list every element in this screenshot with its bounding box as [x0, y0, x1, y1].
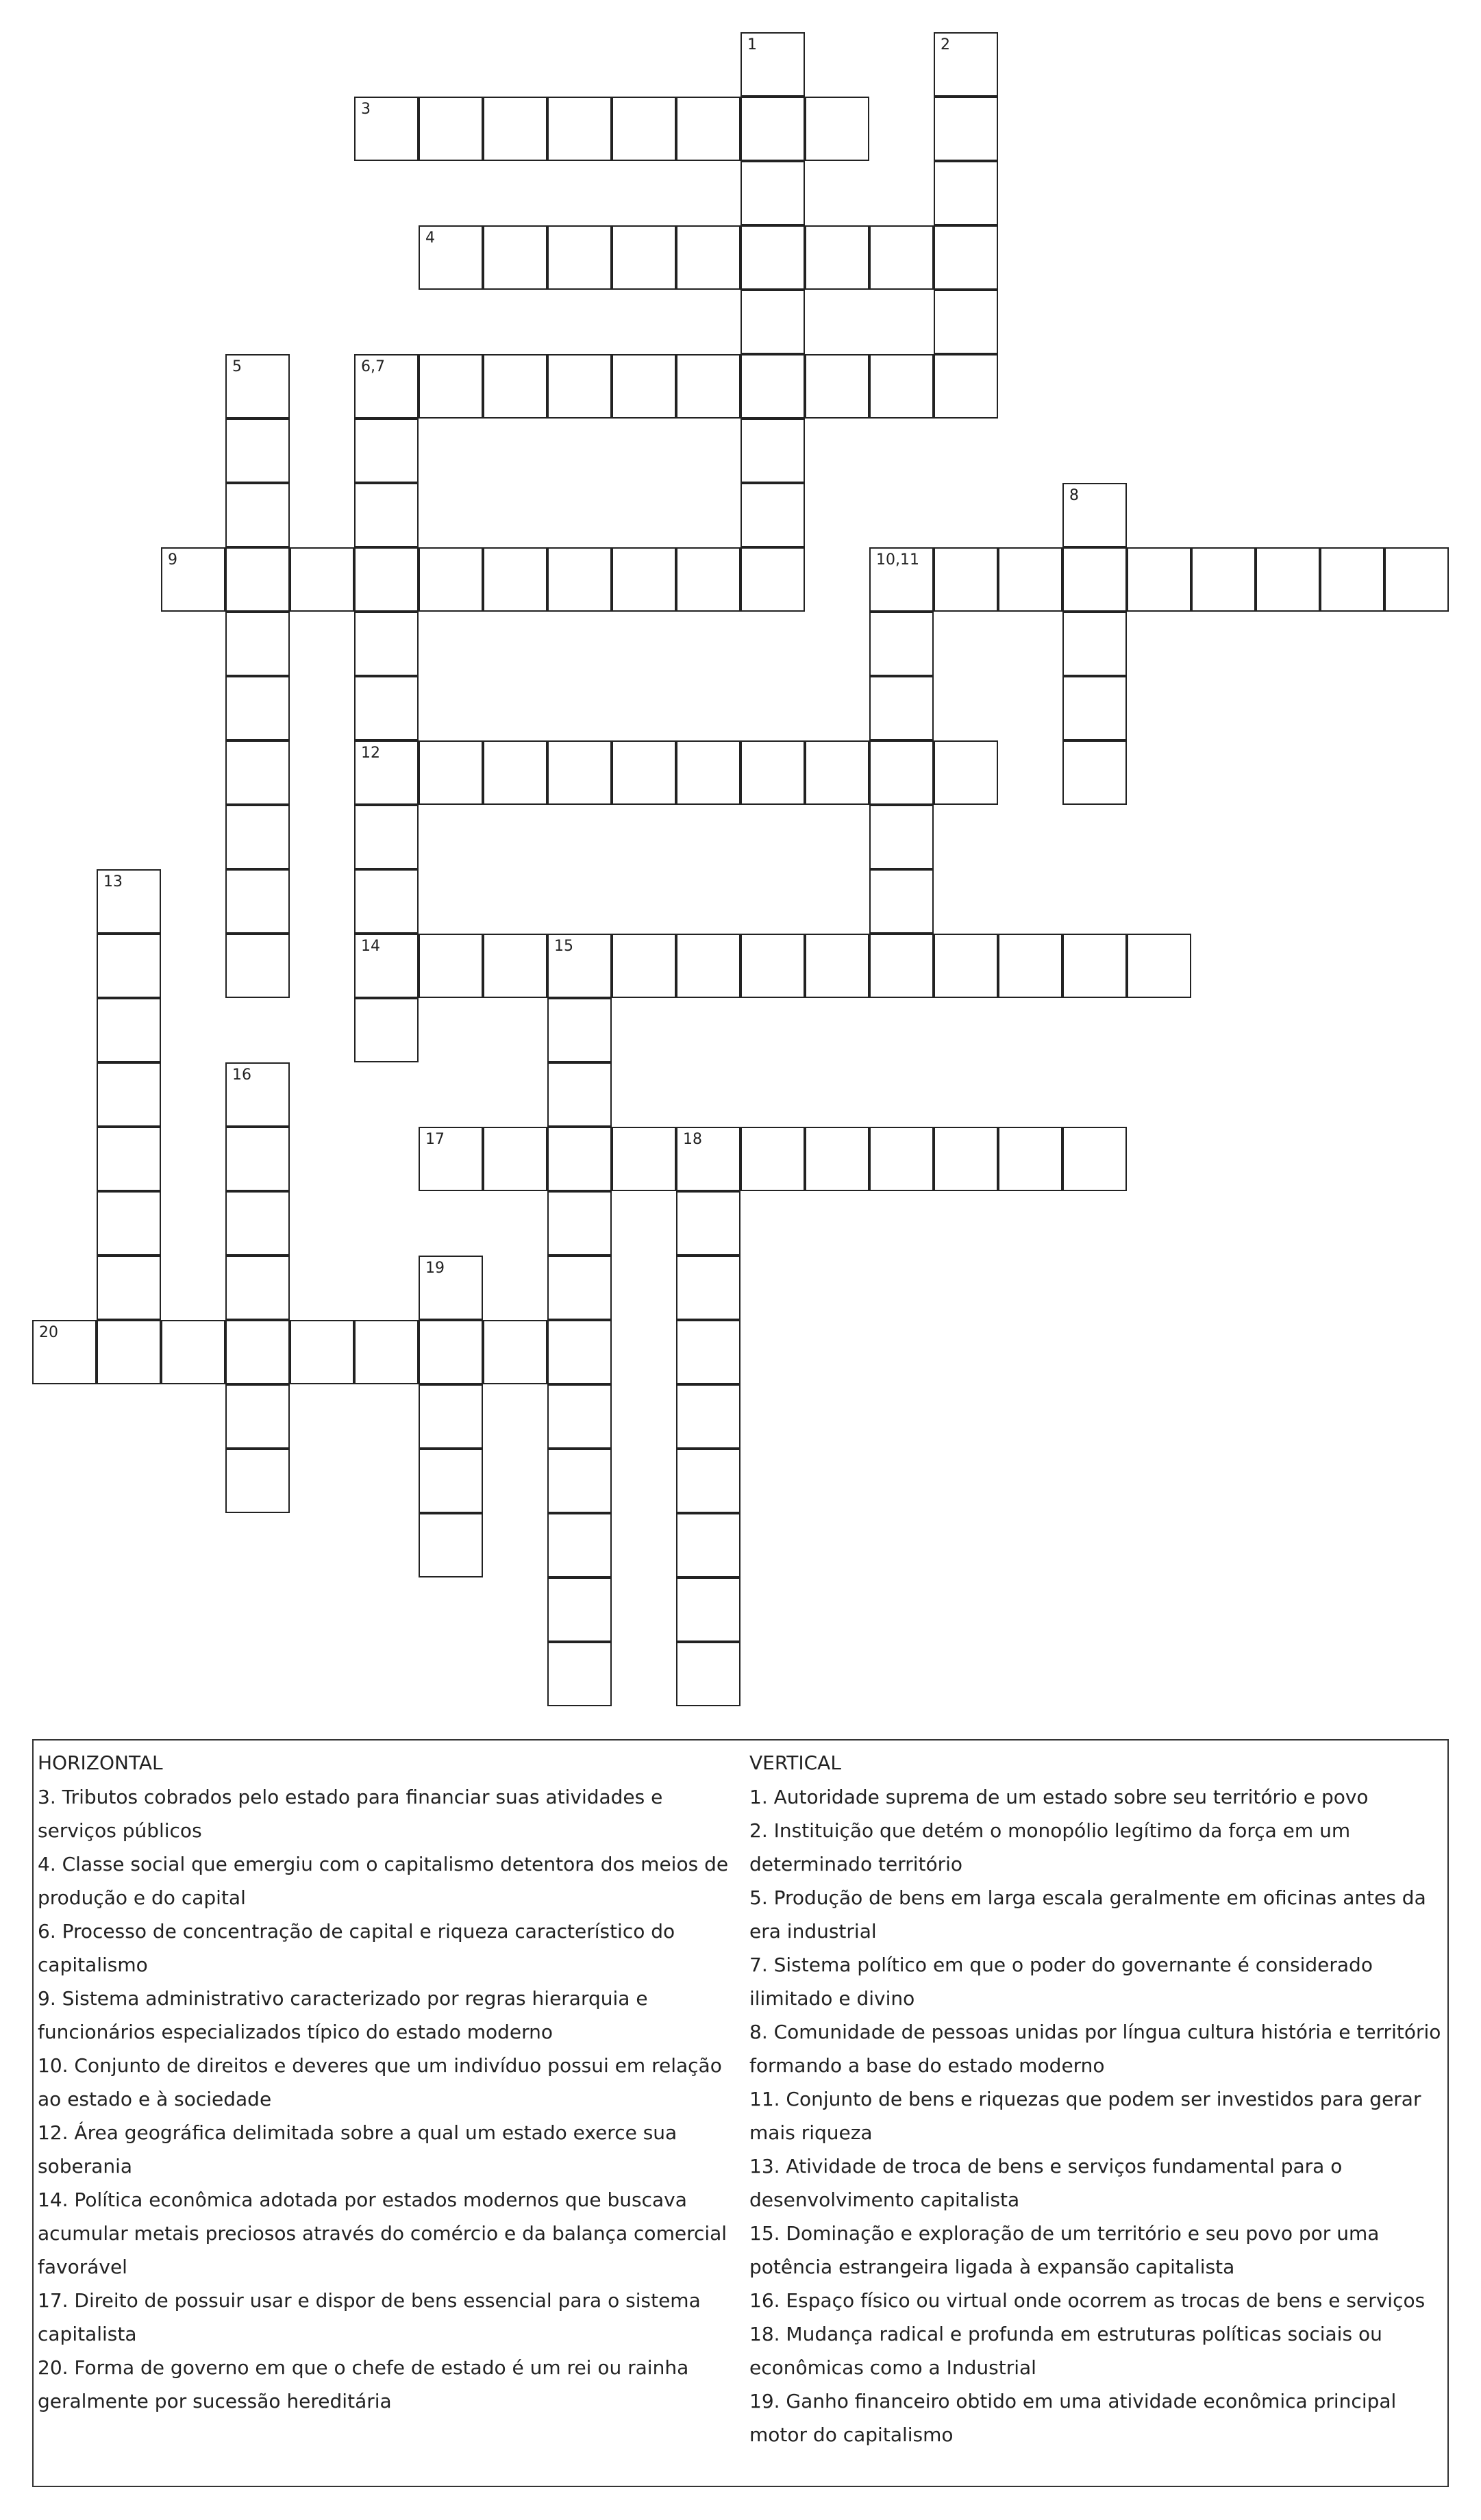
grid-cell[interactable]	[998, 547, 1062, 612]
grid-cell[interactable]	[869, 676, 934, 740]
grid-cell[interactable]	[676, 740, 740, 805]
clue-h-20: 20. Forma de governo em que o chefe de estado é um rei ou rainha geralmente por sucessão hereditária	[38, 2356, 689, 2412]
clue-number-67: 6,7	[361, 358, 385, 375]
grid-cell[interactable]	[419, 1384, 483, 1449]
grid-cell[interactable]	[419, 1320, 483, 1384]
clue-number-14: 14	[361, 938, 380, 955]
clue-v-13: 13. Atividade de troca de bens e serviços fundamental para o desenvolvimento capitalista	[749, 2155, 1343, 2211]
grid-cell[interactable]	[97, 934, 161, 998]
grid-cell[interactable]	[740, 161, 805, 225]
grid-cell[interactable]	[225, 1127, 290, 1191]
grid-cell[interactable]	[612, 740, 676, 805]
grid-cell[interactable]	[483, 547, 547, 612]
grid-cell[interactable]	[547, 1062, 612, 1127]
grid-cell[interactable]	[419, 1513, 483, 1577]
grid-cell[interactable]	[1062, 483, 1127, 547]
grid-cell[interactable]	[97, 1062, 161, 1127]
grid-cell[interactable]	[225, 419, 290, 483]
grid-cell[interactable]	[290, 1320, 354, 1384]
grid-cell[interactable]	[869, 934, 934, 998]
grid-cell[interactable]	[225, 1384, 290, 1449]
grid-cell[interactable]	[1062, 676, 1127, 740]
grid-cell[interactable]	[419, 225, 483, 290]
grid-cell[interactable]	[547, 934, 612, 998]
grid-cell[interactable]	[740, 290, 805, 354]
clue-h-14: 14. Política econômica adotada por estados modernos que buscava acumular metais preciosos através do comércio e da balança comercial favorável	[38, 2188, 727, 2278]
clue-number-3: 3	[361, 101, 371, 118]
vertical-clues-column	[749, 1746, 1445, 2452]
grid-cell[interactable]	[869, 740, 934, 805]
grid-cell[interactable]	[998, 934, 1062, 998]
clue-v-5: 5. Produção de bens em larga escala geralmente em oficinas antes da era industrial	[749, 1886, 1426, 1943]
grid-cell[interactable]	[483, 354, 547, 419]
clue-number-8: 8	[1069, 487, 1079, 504]
grid-cell[interactable]	[547, 740, 612, 805]
clue-number-18: 18	[683, 1131, 702, 1148]
grid-cell[interactable]	[354, 419, 419, 483]
grid-cell[interactable]	[547, 1577, 612, 1642]
grid-cell[interactable]	[225, 1256, 290, 1320]
grid-cell[interactable]	[354, 97, 419, 161]
grid-cell[interactable]	[998, 1127, 1062, 1191]
grid-cell[interactable]	[225, 1191, 290, 1256]
vertical-heading: VERTICAL	[749, 1751, 841, 1774]
grid-cell[interactable]	[1127, 547, 1191, 612]
grid-cell[interactable]	[419, 354, 483, 419]
grid-cell[interactable]	[740, 225, 805, 290]
grid-cell[interactable]	[805, 1127, 869, 1191]
grid-cell[interactable]	[354, 547, 419, 612]
grid-cell[interactable]	[483, 225, 547, 290]
grid-cell[interactable]	[419, 934, 483, 998]
grid-cell[interactable]	[547, 1513, 612, 1577]
grid-cell[interactable]	[612, 1127, 676, 1191]
grid-cell[interactable]	[547, 1127, 612, 1191]
grid-cell[interactable]	[612, 934, 676, 998]
grid-cell[interactable]	[97, 1127, 161, 1191]
grid-cell[interactable]	[483, 97, 547, 161]
grid-cell[interactable]	[354, 676, 419, 740]
grid-cell[interactable]	[97, 1191, 161, 1256]
grid-cell[interactable]	[676, 1513, 740, 1577]
grid-cell[interactable]	[1062, 934, 1127, 998]
grid-cell[interactable]	[97, 1256, 161, 1320]
clue-number-20: 20	[39, 1324, 58, 1341]
grid-cell[interactable]	[419, 1449, 483, 1513]
clue-v-2: 2. Instituição que detém o monopólio legítimo da força em um determinado território	[749, 1819, 1351, 1875]
grid-cell[interactable]	[97, 869, 161, 934]
grid-cell[interactable]	[354, 483, 419, 547]
clue-h-9: 9. Sistema administrativo caracterizado por regras hierarquia e funcionários especializados típico do estado moderno	[38, 1987, 648, 2043]
clue-number-12: 12	[361, 745, 380, 762]
grid-cell[interactable]	[740, 934, 805, 998]
grid-cell[interactable]	[419, 97, 483, 161]
grid-cell[interactable]	[1062, 547, 1127, 612]
grid-cell[interactable]	[547, 97, 612, 161]
grid-cell[interactable]	[676, 1449, 740, 1513]
grid-cell[interactable]	[547, 225, 612, 290]
horizontal-clues-column	[38, 1746, 736, 2418]
grid-cell[interactable]	[676, 225, 740, 290]
grid-cell[interactable]	[547, 1256, 612, 1320]
grid-cell[interactable]	[805, 934, 869, 998]
grid-cell[interactable]	[354, 869, 419, 934]
grid-cell[interactable]	[225, 354, 290, 419]
grid-cell[interactable]	[225, 934, 290, 998]
grid-cell[interactable]	[1127, 934, 1191, 998]
grid-cell[interactable]	[676, 354, 740, 419]
grid-cell[interactable]	[805, 97, 869, 161]
grid-cell[interactable]	[225, 1320, 290, 1384]
grid-cell[interactable]	[225, 612, 290, 676]
grid-cell[interactable]	[547, 1642, 612, 1706]
grid-cell[interactable]	[419, 1256, 483, 1320]
grid-cell[interactable]	[740, 740, 805, 805]
grid-cell[interactable]	[483, 1127, 547, 1191]
grid-cell[interactable]	[97, 1320, 161, 1384]
grid-cell[interactable]	[354, 1320, 419, 1384]
clue-v-1: 1. Autoridade suprema de um estado sobre seu território e povo	[749, 1786, 1369, 1808]
clue-h-10: 10. Conjunto de direitos e deveres que um indivíduo possui em relação ao estado e à sociedade	[38, 2054, 722, 2110]
grid-cell[interactable]	[934, 934, 998, 998]
grid-cell[interactable]	[740, 483, 805, 547]
grid-cell[interactable]	[354, 354, 419, 419]
clue-number-15: 15	[554, 938, 573, 955]
grid-cell[interactable]	[934, 547, 998, 612]
grid-cell[interactable]	[934, 225, 998, 290]
grid-cell[interactable]	[354, 740, 419, 805]
grid-cell[interactable]	[869, 805, 934, 869]
grid-cell[interactable]	[32, 1320, 97, 1384]
grid-cell[interactable]	[1256, 547, 1320, 612]
grid-cell[interactable]	[547, 1191, 612, 1256]
grid-cell[interactable]	[869, 225, 934, 290]
grid-cell[interactable]	[225, 740, 290, 805]
clue-v-15: 15. Dominação e exploração de um território e seu povo por uma potência estrangeira ligada à expansão capitalista	[749, 2222, 1380, 2278]
grid-cell[interactable]	[676, 1577, 740, 1642]
grid-cell[interactable]	[934, 97, 998, 161]
clue-number-19: 19	[425, 1260, 445, 1277]
clue-v-16: 16. Espaço físico ou virtual onde ocorrem as trocas de bens e serviços	[749, 2289, 1426, 2312]
grid-cell[interactable]	[1062, 740, 1127, 805]
grid-cell[interactable]	[419, 1127, 483, 1191]
grid-cell[interactable]	[676, 547, 740, 612]
grid-cell[interactable]	[740, 97, 805, 161]
clue-h-3: 3. Tributos cobrados pelo estado para financiar suas atividades e serviços públicos	[38, 1786, 663, 1842]
grid-cell[interactable]	[740, 1127, 805, 1191]
grid-cell[interactable]	[1320, 547, 1384, 612]
grid-cell[interactable]	[934, 290, 998, 354]
grid-cell[interactable]	[676, 1320, 740, 1384]
clue-number-1011: 10,11	[876, 551, 919, 569]
grid-cell[interactable]	[97, 998, 161, 1062]
clue-number-5: 5	[232, 358, 242, 375]
clue-v-18: 18. Mudança radical e profunda em estruturas políticas sociais ou econômicas como a Industrial	[749, 2323, 1382, 2379]
clue-number-1: 1	[747, 36, 757, 53]
grid-cell[interactable]	[161, 547, 225, 612]
grid-cell[interactable]	[547, 547, 612, 612]
grid-cell[interactable]	[1062, 1127, 1127, 1191]
grid-cell[interactable]	[934, 161, 998, 225]
grid-cell[interactable]	[225, 1449, 290, 1513]
clue-v-11: 11. Conjunto de bens e riquezas que podem ser investidos para gerar mais riqueza	[749, 2088, 1421, 2144]
grid-cell[interactable]	[934, 1127, 998, 1191]
grid-cell[interactable]	[354, 998, 419, 1062]
grid-cell[interactable]	[869, 612, 934, 676]
grid-cell[interactable]	[740, 547, 805, 612]
grid-cell[interactable]	[354, 805, 419, 869]
clue-v-8: 8. Comunidade de pessoas unidas por língua cultura história e território formando a base do estado moderno	[749, 2021, 1441, 2077]
grid-cell[interactable]	[483, 740, 547, 805]
grid-cell[interactable]	[869, 354, 934, 419]
grid-cell[interactable]	[805, 354, 869, 419]
grid-cell[interactable]	[934, 740, 998, 805]
grid-cell[interactable]	[225, 869, 290, 934]
clue-h-12: 12. Área geográfica delimitada sobre a qual um estado exerce sua soberania	[38, 2121, 677, 2178]
clue-h-17: 17. Direito de possuir usar e dispor de bens essencial para o sistema capitalista	[38, 2289, 701, 2345]
grid-cell[interactable]	[354, 612, 419, 676]
grid-cell[interactable]	[612, 547, 676, 612]
clue-number-9: 9	[168, 551, 177, 569]
grid-cell[interactable]	[805, 225, 869, 290]
grid-cell[interactable]	[676, 1191, 740, 1256]
clue-h-6: 6. Processo de concentração de capital e riqueza característico do capitalismo	[38, 1920, 675, 1976]
grid-cell[interactable]	[354, 934, 419, 998]
grid-cell[interactable]	[676, 934, 740, 998]
grid-cell[interactable]	[419, 740, 483, 805]
grid-cell[interactable]	[547, 1320, 612, 1384]
grid-cell[interactable]	[419, 547, 483, 612]
grid-cell[interactable]	[1062, 612, 1127, 676]
grid-cell[interactable]	[483, 1320, 547, 1384]
grid-cell[interactable]	[740, 419, 805, 483]
grid-cell[interactable]	[547, 1384, 612, 1449]
grid-cell[interactable]	[869, 1127, 934, 1191]
clue-number-13: 13	[103, 873, 123, 890]
clue-number-4: 4	[425, 229, 435, 247]
grid-cell[interactable]	[676, 97, 740, 161]
grid-cell[interactable]	[740, 354, 805, 419]
grid-cell[interactable]	[483, 934, 547, 998]
clue-number-17: 17	[425, 1131, 445, 1148]
clue-h-4: 4. Classe social que emergiu com o capitalismo detentora dos meios de produção e do capital	[38, 1853, 729, 1909]
clue-v-19: 19. Ganho financeiro obtido em uma atividade econômica principal motor do capitalismo	[749, 2390, 1397, 2446]
grid-cell[interactable]	[740, 32, 805, 97]
grid-cell[interactable]	[225, 805, 290, 869]
grid-cell[interactable]	[676, 1642, 740, 1706]
grid-cell[interactable]	[676, 1127, 740, 1191]
grid-cell[interactable]	[676, 1256, 740, 1320]
grid-cell[interactable]	[869, 869, 934, 934]
grid-cell[interactable]	[934, 32, 998, 97]
grid-cell[interactable]	[547, 354, 612, 419]
clue-number-16: 16	[232, 1066, 251, 1084]
grid-cell[interactable]	[1384, 547, 1449, 612]
grid-cell[interactable]	[547, 998, 612, 1062]
grid-cell[interactable]	[161, 1320, 225, 1384]
grid-cell[interactable]	[225, 547, 290, 612]
grid-cell[interactable]	[547, 1449, 612, 1513]
grid-cell[interactable]	[225, 483, 290, 547]
clue-v-7: 7. Sistema político em que o poder do governante é considerado ilimitado e divino	[749, 1954, 1373, 2010]
clue-number-2: 2	[941, 36, 950, 53]
grid-cell[interactable]	[290, 547, 354, 612]
grid-cell[interactable]	[1191, 547, 1256, 612]
grid-cell[interactable]	[225, 676, 290, 740]
horizontal-heading: HORIZONTAL	[38, 1751, 163, 1774]
grid-cell[interactable]	[612, 97, 676, 161]
grid-cell[interactable]	[225, 1062, 290, 1127]
grid-cell[interactable]	[612, 354, 676, 419]
grid-cell[interactable]	[805, 740, 869, 805]
grid-cell[interactable]	[869, 547, 934, 612]
grid-cell[interactable]	[676, 1384, 740, 1449]
clue-box	[32, 1739, 1449, 2487]
grid-cell[interactable]	[612, 225, 676, 290]
grid-cell[interactable]	[934, 354, 998, 419]
